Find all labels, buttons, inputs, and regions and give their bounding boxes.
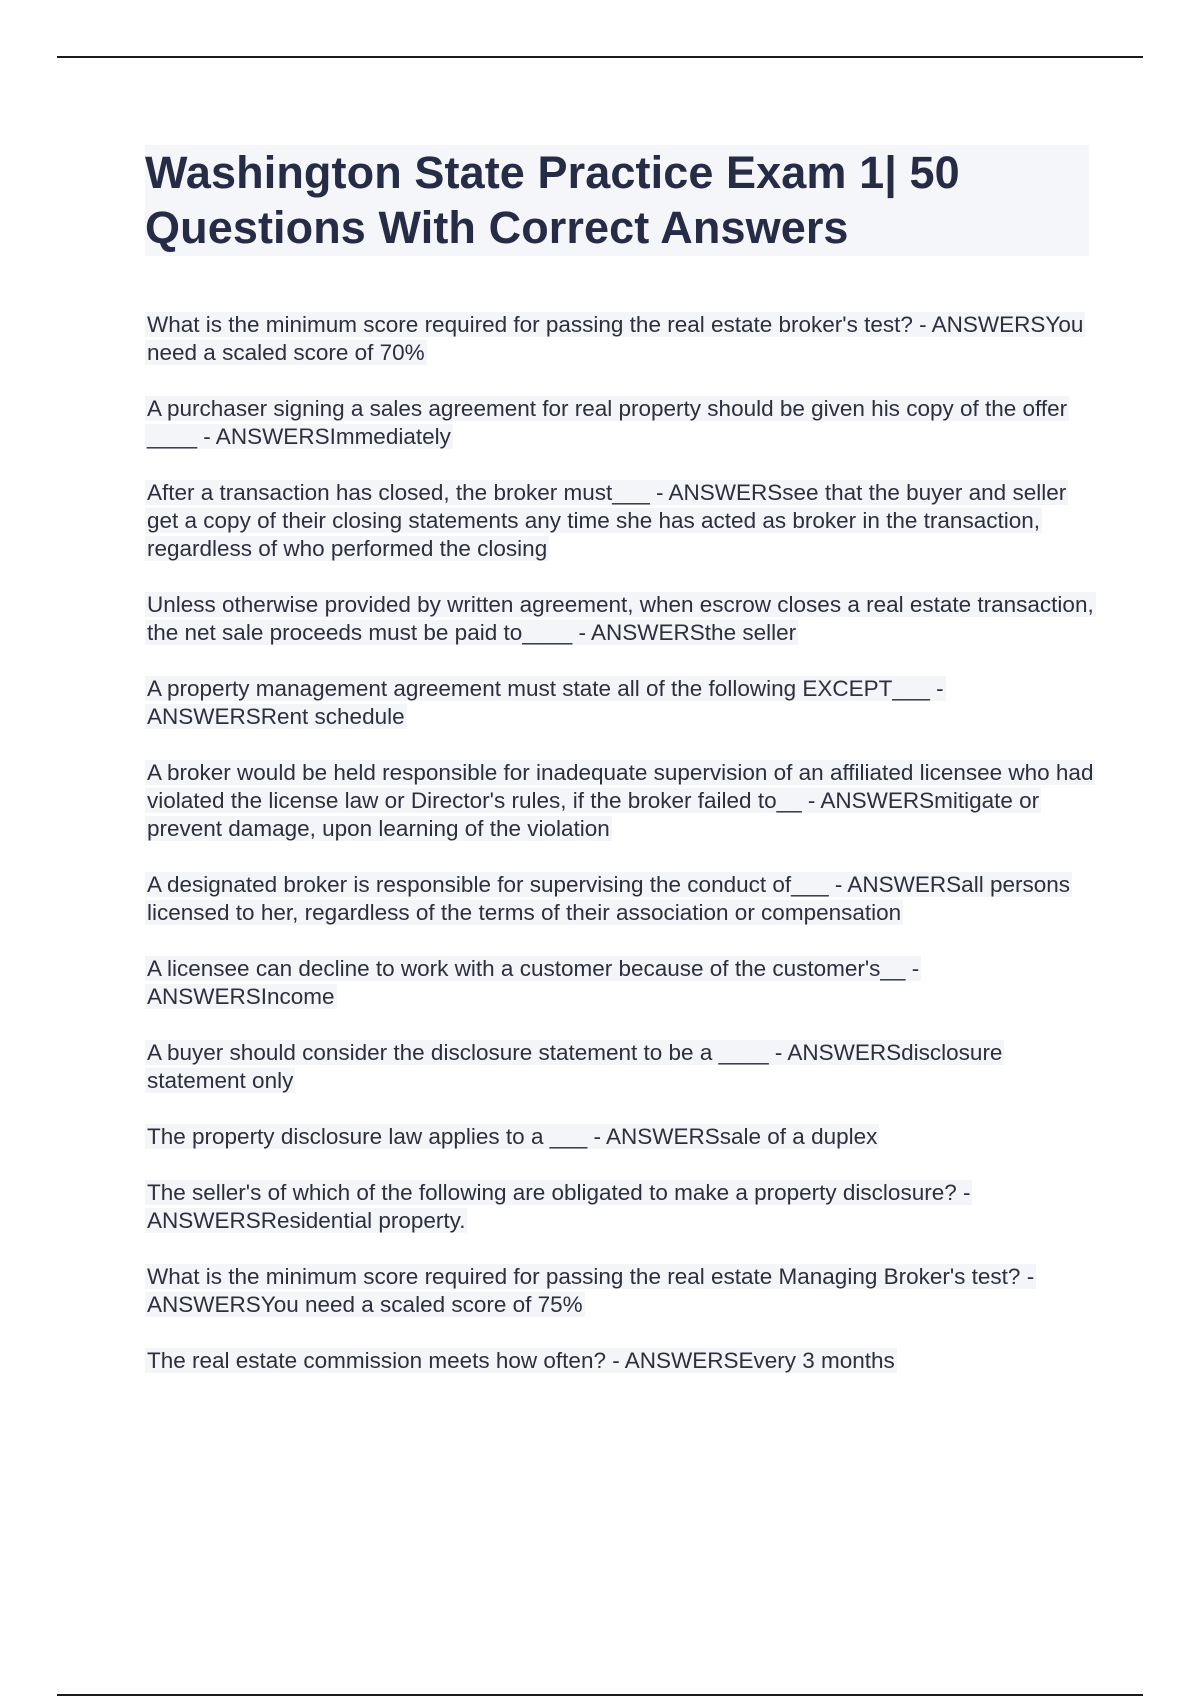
qa-item-10: [145, 1123, 1095, 1151]
qa-text: A purchaser signing a sales agreement for real property should be given his copy of the offer ____ - ANSWERSImmediately: [147, 396, 1068, 449]
qa-item-4: [145, 591, 1095, 647]
qa-text: The property disclosure law applies to a ___ - ANSWERSsale of a duplex: [147, 1124, 878, 1149]
qa-text: What is the minimum score required for passing the real estate broker's test? - ANSWERSYou need a scaled score of 70%: [147, 312, 1084, 365]
qa-text: The seller's of which of the following are obligated to make a property disclosure? - ANSWERSResidential property.: [147, 1180, 971, 1233]
bottom-divider: [57, 1694, 1143, 1696]
qa-item-1: [145, 311, 1095, 367]
qa-text: What is the minimum score required for passing the real estate Managing Broker's test? - ANSWERSYou need a scaled score of 75%: [147, 1264, 1035, 1317]
qa-item-8: [145, 955, 1095, 1011]
qa-text: A property management agreement must state all of the following EXCEPT___ - ANSWERSRent schedule: [147, 676, 944, 729]
qa-text: The real estate commission meets how often? - ANSWERSEvery 3 months: [147, 1348, 895, 1373]
qa-item-12: [145, 1263, 1095, 1319]
qa-text: A buyer should consider the disclosure statement to be a ____ - ANSWERSdisclosure statement only: [147, 1040, 1003, 1093]
qa-list: [145, 311, 1095, 1403]
qa-item-6: [145, 759, 1095, 843]
qa-text: After a transaction has closed, the broker must___ - ANSWERSsee that the buyer and seller get a copy of their closing statements any time she has acted as broker in the transaction, regardless of who performed the closing: [147, 480, 1067, 561]
qa-item-11: [145, 1179, 1095, 1235]
top-divider: [57, 56, 1143, 58]
qa-text: A broker would be held responsible for inadequate supervision of an affiliated licensee who had violated the license law or Director's rules, if the broker failed to__ - ANSWERSmitigate or prevent damage, upon learning of the violation: [147, 760, 1094, 841]
qa-item-9: [145, 1039, 1095, 1095]
qa-item-3: [145, 479, 1095, 563]
qa-item-2: [145, 395, 1095, 451]
qa-item-5: [145, 675, 1095, 731]
qa-text: A licensee can decline to work with a customer because of the customer's__ - ANSWERSIncome: [147, 956, 920, 1009]
qa-text: A designated broker is responsible for supervising the conduct of___ - ANSWERSall persons licensed to her, regardless of the terms of their association or compensation: [147, 872, 1070, 925]
title-block: [145, 145, 1089, 256]
qa-item-7: [145, 871, 1095, 927]
qa-item-13: [145, 1347, 1095, 1375]
document-title: Washington State Practice Exam 1| 50 Questions With Correct Answers: [145, 147, 960, 253]
qa-text: Unless otherwise provided by written agreement, when escrow closes a real estate transaction, the net sale proceeds must be paid to____ - ANSWERSthe seller: [147, 592, 1094, 645]
